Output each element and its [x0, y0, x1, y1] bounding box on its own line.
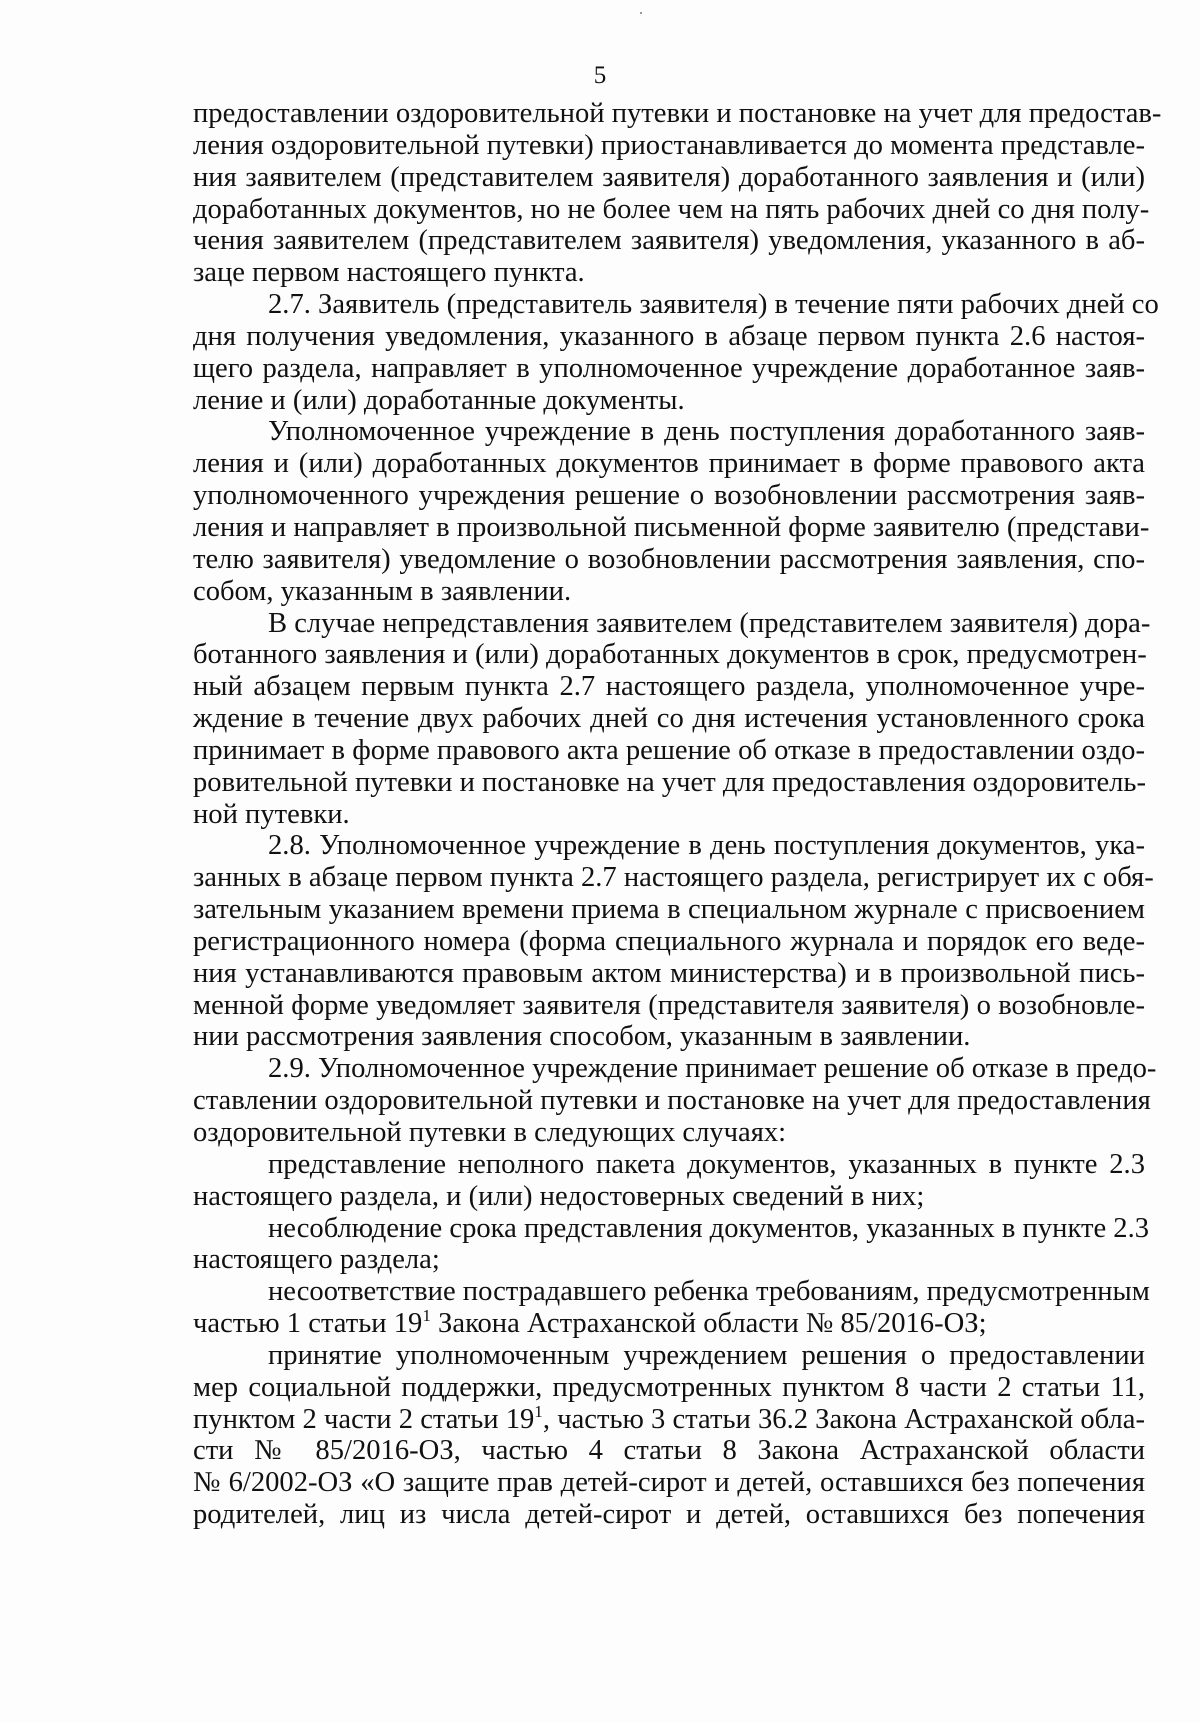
text-line: [193, 1085, 1151, 1117]
text-line: [193, 799, 1145, 831]
text-line: [193, 225, 1145, 257]
text-line-content: Уполномоченное учреждение в день поступления доработанного заяв-: [268, 416, 1145, 448]
text-line-content: принятие уполномоченным учреждением решения о предоставлении: [268, 1339, 1145, 1371]
text-line-content: настоящего раздела, и (или) недостоверных сведений в них;: [193, 1180, 925, 1212]
text-line: [193, 1499, 1145, 1531]
text-line-content: телю заявителя) уведомление о возобновлении рассмотрения заявления, спо-: [193, 543, 1145, 575]
text-line-content: сти № 85/2016-ОЗ, частью 4 статьи 8 Закона Астраханской области: [193, 1435, 1145, 1467]
superscript: 1: [422, 1305, 431, 1325]
text-line-content: ления и (или) доработанных документов принимает в форме правового акта: [193, 448, 1145, 480]
text-line: [193, 480, 1145, 512]
text-line-content: ставлении оздоровительной путевки и постановке на учет для предоставления: [193, 1085, 1151, 1117]
text-line: [193, 1021, 1145, 1053]
text-line: [193, 926, 1145, 958]
text-line: [193, 1305, 1145, 1340]
text-line-content: ния заявителем (представителем заявителя) доработанного заявления и (или): [193, 161, 1145, 193]
text-line-content: ный абзацем первым пункта 2.7 настоящего раздела, уполномоченное учре-: [193, 671, 1145, 703]
text-line-content: 2.7. Заявитель (представитель заявителя) в течение пяти рабочих дней со: [268, 289, 1159, 321]
text-line: [193, 862, 1154, 894]
text-line: [193, 544, 1145, 576]
text-line: [193, 1053, 1157, 1085]
document-body: [193, 98, 1162, 1531]
text-line-content: оздоровительной путевки в следующих случаях:: [193, 1117, 787, 1148]
text-line: [193, 735, 1145, 767]
text-line-content: настоящего раздела;: [193, 1244, 440, 1276]
text-line-content: мер социальной поддержки, предусмотренных пунктом 8 части 2 статьи 11,: [193, 1371, 1145, 1403]
text-line-content: несоблюдение срока представления документов, указанных в пункте 2.3: [268, 1212, 1150, 1244]
text-line: [193, 990, 1145, 1022]
text-line: [193, 958, 1145, 990]
text-line-content: предоставлении оздоровительной путевки и постановке на учет для предостав-: [193, 98, 1162, 129]
text-line: [193, 1372, 1145, 1404]
text-line-content: ление и (или) доработанные документы.: [193, 384, 685, 416]
text-line: [193, 257, 1145, 289]
text-line: [193, 193, 1150, 226]
scan-speck: [640, 12, 642, 14]
text-line: [193, 98, 1162, 130]
text-line: [193, 1117, 1145, 1149]
text-line-content: менной форме уведомляет заявителя (представителя заявителя) о возобновле-: [193, 989, 1145, 1021]
text-line: [193, 703, 1145, 735]
superscript: 1: [534, 1401, 543, 1421]
text-line: [193, 1276, 1150, 1308]
text-line-content: родителей, лиц из числа детей-сирот и детей, оставшихся без попечения: [193, 1499, 1145, 1531]
text-line-content: ния устанавливаются правовым актом министерства) и в произвольной пись-: [193, 957, 1145, 989]
text-line-content: частью 1 статьи 19: [193, 1308, 423, 1340]
text-line: [193, 1467, 1145, 1499]
text-line-content: ной путевки.: [193, 798, 350, 830]
text-line-content: ления и направляет в произвольной письменной форме заявителю (представи-: [193, 511, 1150, 543]
text-line-content: чения заявителем (представителем заявителя) уведомления, указанного в аб-: [193, 225, 1145, 257]
text-line: [193, 576, 1145, 608]
text-line: [193, 671, 1145, 703]
text-line: [193, 607, 1151, 640]
text-line-content: зательным указанием времени приема в специальном журнале с присвоением: [193, 894, 1145, 926]
text-line: [193, 448, 1145, 480]
text-line: [193, 162, 1145, 194]
text-line-content: 2.9. Уполномоченное учреждение принимает решение об отказе в предо-: [268, 1053, 1157, 1085]
text-line-content: пунктом 2 части 2 статьи 19: [193, 1403, 535, 1435]
text-line-content: заце первом настоящего пункта.: [193, 257, 585, 289]
text-line-content: 2.8. Уполномоченное учреждение в день поступления документов, ука-: [268, 830, 1145, 862]
text-line-content: ления оздоровительной путевки) приостанавливается до момента представле-: [193, 129, 1145, 161]
text-line-content: ждение в течение двух рабочих дней со дня истечения установленного срока: [193, 703, 1145, 735]
text-line: [193, 416, 1145, 448]
text-line: [193, 830, 1145, 862]
text-line-content: доработанных документов, но не более чем на пять рабочих дней со дня полу-: [193, 193, 1150, 225]
page-number: 5: [593, 62, 607, 89]
text-line: [193, 1340, 1145, 1372]
text-line-content: принимает в форме правового акта решение об отказе в предоставлении оздо-: [193, 734, 1145, 766]
text-line: [193, 321, 1145, 353]
text-line-content: представление неполного пакета документов, указанных в пункте 2.3: [268, 1148, 1145, 1180]
text-line: [193, 1181, 1145, 1213]
text-line: [193, 289, 1159, 321]
text-line: [193, 1149, 1145, 1181]
text-line: [193, 130, 1145, 162]
text-line-content: регистрационного номера (форма специального журнала и порядок его веде-: [193, 925, 1145, 957]
text-line-content: щего раздела, направляет в уполномоченное учреждение доработанное заяв-: [193, 352, 1145, 384]
text-line: [193, 385, 1145, 417]
text-line: [193, 511, 1150, 544]
text-line: [193, 639, 1145, 671]
text-line: [193, 1212, 1150, 1245]
text-line: [193, 767, 1145, 799]
text-line-content: занных в абзаце первом пункта 2.7 настоящего раздела, регистрирует их с обя-: [193, 862, 1154, 894]
text-line: [193, 353, 1145, 385]
text-line: [193, 1401, 1145, 1436]
text-line-content: несоответствие пострадавшего ребенка требованиям, предусмотренным: [268, 1276, 1150, 1308]
text-line-content: ботанного заявления и (или) доработанных документов в срок, предусмотрен-: [193, 639, 1147, 671]
text-line-content: ровительной путевки и постановке на учет для предоставления оздоровитель-: [193, 766, 1146, 798]
text-line: [193, 1435, 1145, 1467]
text-line-content: нии рассмотрения заявления способом, указанным в заявлении.: [193, 1021, 971, 1053]
text-line-content: № 6/2002-ОЗ «О защите прав детей-сирот и детей, оставшихся без попечения: [193, 1467, 1145, 1499]
text-line: [193, 1244, 1145, 1276]
text-line-tail: , частью 3 статьи 36.2 Закона Астраханской обла-: [542, 1403, 1145, 1435]
text-line-content: собом, указанным в заявлении.: [193, 575, 572, 607]
text-line: [193, 894, 1145, 926]
text-line-content: В случае непредставления заявителем (представителем заявителя) дора-: [268, 607, 1151, 639]
text-line-content: дня получения уведомления, указанного в абзаце первом пункта 2.6 настоя-: [193, 320, 1145, 352]
text-line-tail: Закона Астраханской области № 85/2016-ОЗ;: [430, 1308, 987, 1340]
text-line-content: уполномоченного учреждения решение о возобновлении рассмотрения заяв-: [193, 480, 1145, 512]
